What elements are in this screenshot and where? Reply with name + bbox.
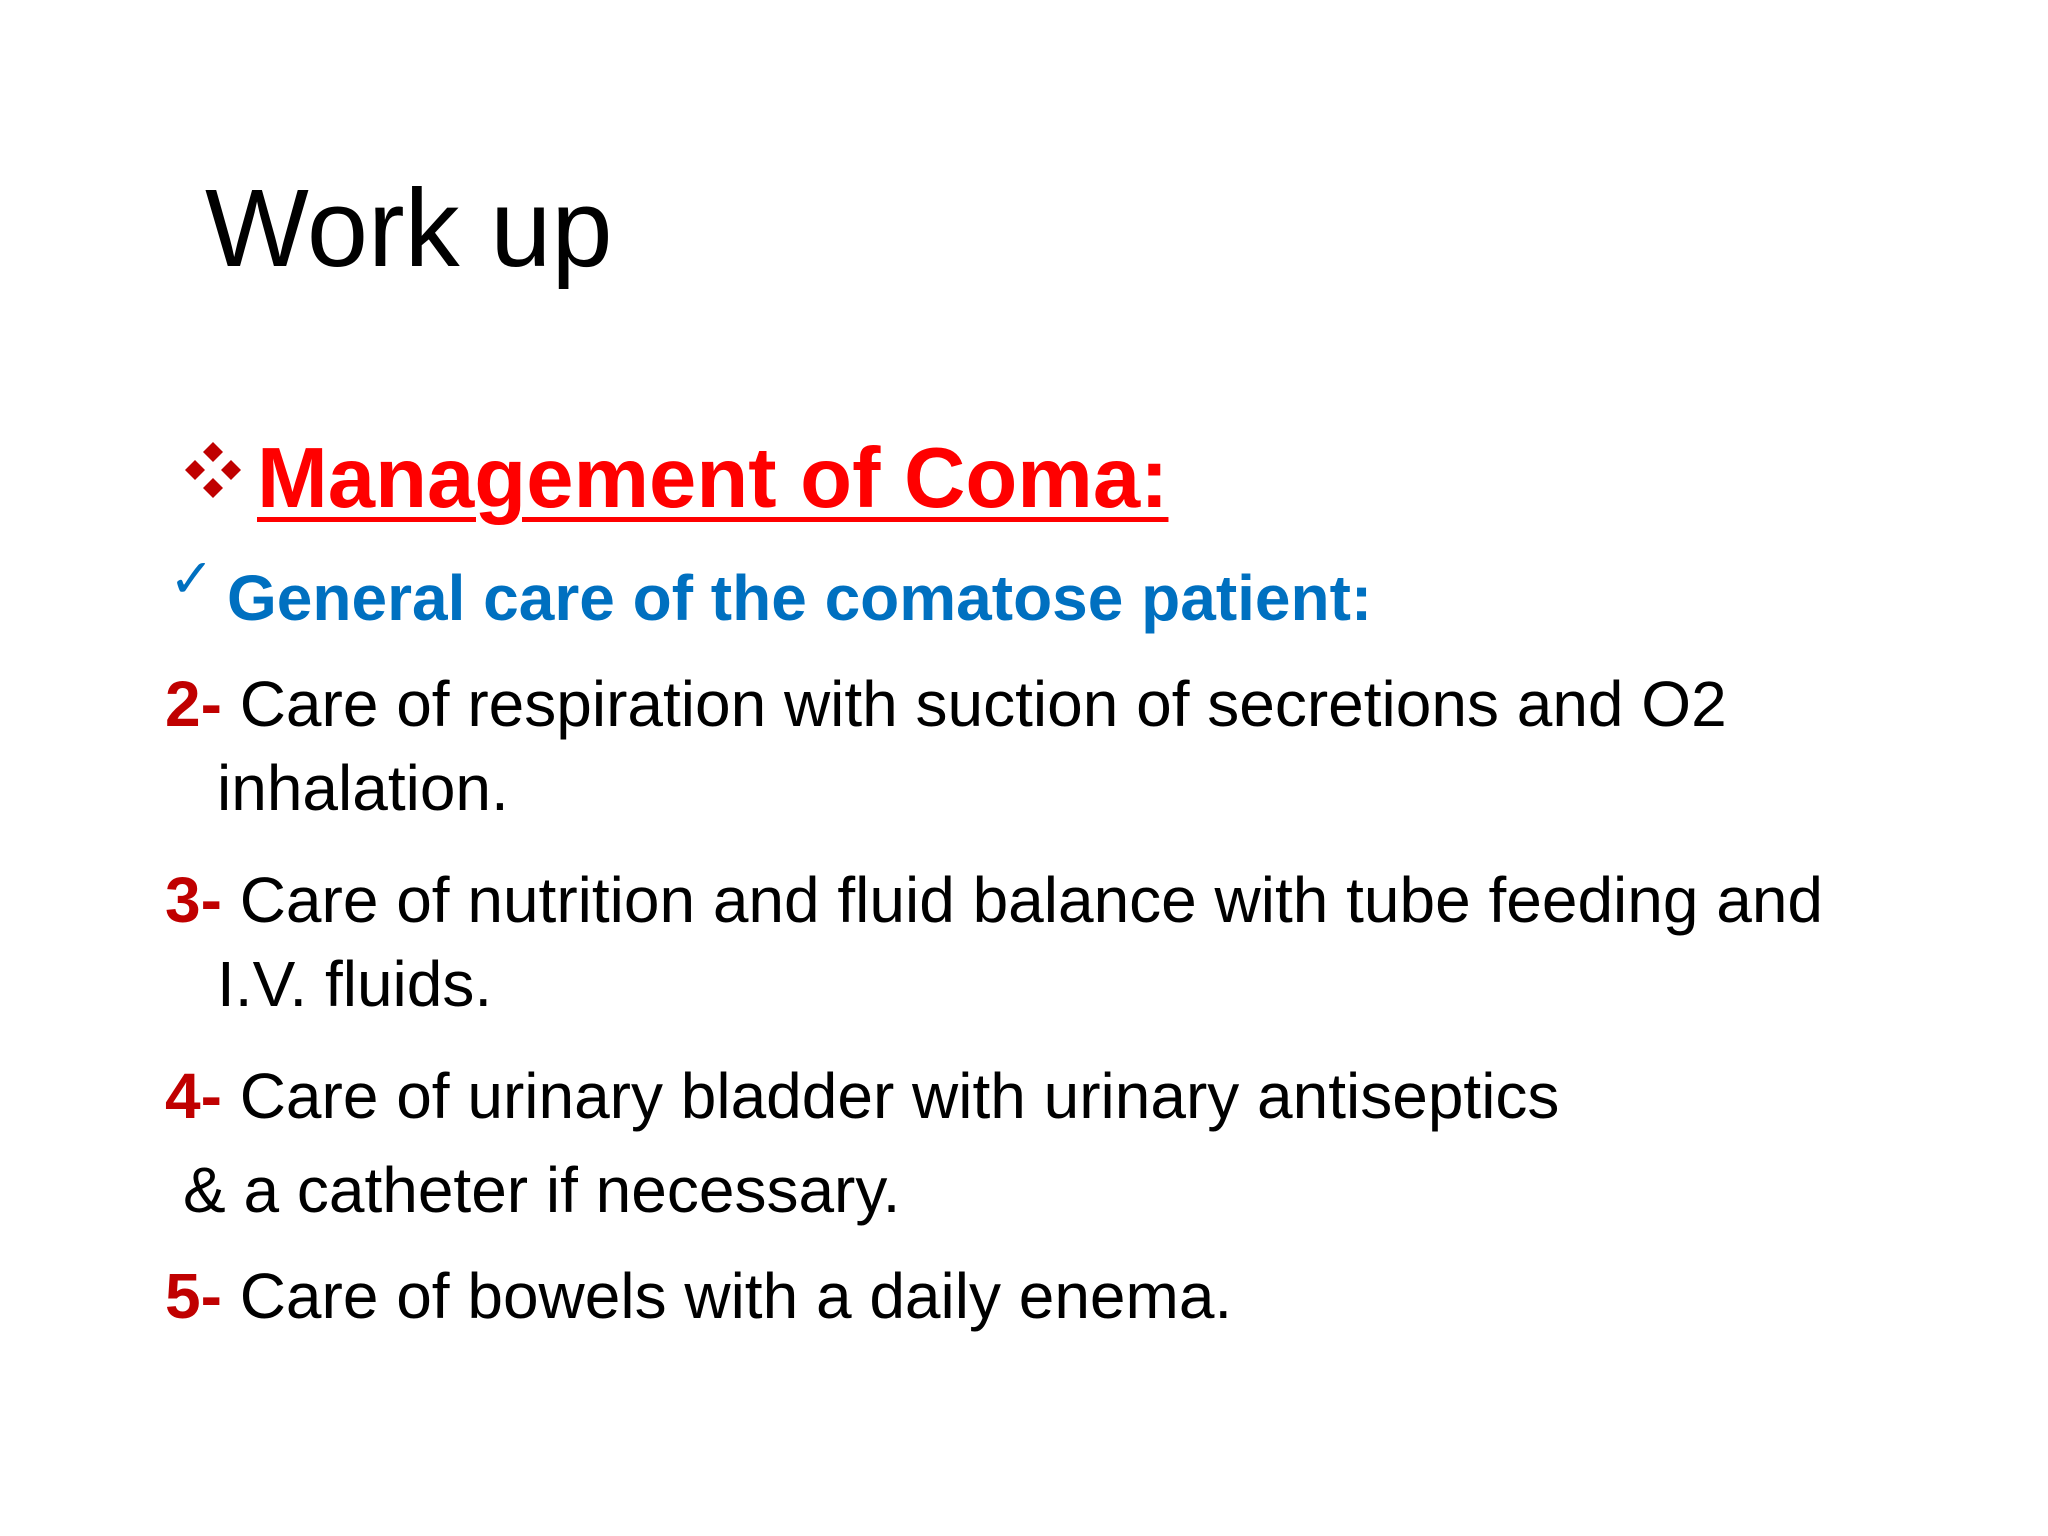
item-continuation: & a catheter if necessary. — [183, 1154, 901, 1226]
list-item — [165, 1254, 1925, 1338]
item-text: Care of respiration with suction of secretions and O2 inhalation. — [217, 668, 1727, 824]
item-number: 2- — [165, 668, 222, 740]
slide-body — [165, 430, 1925, 1366]
item-text: Care of urinary bladder with urinary antiseptics — [221, 1060, 1560, 1132]
list-item — [165, 662, 1925, 830]
slide-title: Work up — [205, 167, 613, 290]
item-number: 3- — [165, 864, 222, 936]
item-number: 4- — [165, 1060, 222, 1132]
item-text: Care of bowels with a daily enema. — [221, 1260, 1233, 1332]
checkmark-icon: ✓ — [169, 547, 215, 610]
item-number: 5- — [165, 1260, 222, 1332]
item-list — [165, 662, 1925, 1338]
item-text: Care of nutrition and fluid balance with tube feeding and I.V. fluids. — [217, 864, 1823, 1020]
section-heading: Management of Coma: — [257, 431, 1169, 526]
sub-heading: General care of the comatose patient: — [227, 562, 1373, 634]
list-item — [165, 1054, 1925, 1138]
diamond-cluster-icon — [173, 434, 253, 514]
heading-row — [165, 430, 1925, 550]
subheading-row — [165, 547, 1925, 650]
list-item — [165, 858, 1925, 1026]
